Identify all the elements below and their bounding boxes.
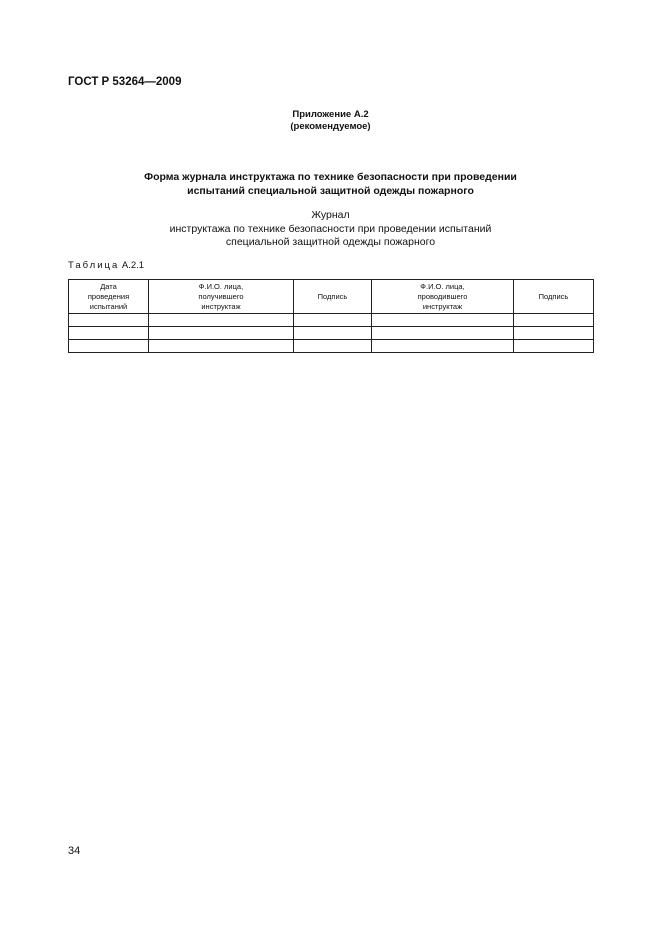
header-instructor-name: Ф.И.О. лица, проводившего инструктаж bbox=[372, 280, 514, 314]
table-cell[interactable] bbox=[69, 327, 149, 340]
journal-subtitle-line-1: инструктажа по технике безопасности при проведении испытаний bbox=[169, 222, 492, 235]
table-row bbox=[69, 340, 594, 353]
header-test-date: Дата проведения испытаний bbox=[69, 280, 149, 314]
journal-title: Журнал bbox=[311, 209, 350, 221]
table-cell[interactable] bbox=[69, 314, 149, 327]
form-title-line-1: Форма журнала инструктажа по технике безопасности при проведении bbox=[144, 171, 517, 183]
header-trainee-signature: Подпись bbox=[294, 280, 372, 314]
table-row bbox=[69, 327, 594, 340]
annex-title: Приложение А.2 bbox=[292, 109, 369, 120]
table-caption bbox=[68, 260, 144, 271]
table-cell[interactable] bbox=[514, 327, 594, 340]
annex-status: (рекомендуемое) bbox=[290, 121, 371, 132]
table-cell[interactable] bbox=[149, 340, 294, 353]
instruction-log-table bbox=[68, 279, 594, 353]
table-caption-word: Таблица bbox=[68, 260, 120, 271]
table-cell[interactable] bbox=[372, 314, 514, 327]
table-cell[interactable] bbox=[514, 340, 594, 353]
table-cell[interactable] bbox=[294, 340, 372, 353]
table-row bbox=[69, 314, 594, 327]
table-caption-number: А.2.1 bbox=[121, 260, 145, 271]
table-cell[interactable] bbox=[372, 340, 514, 353]
journal-heading bbox=[0, 209, 661, 250]
table-cell[interactable] bbox=[69, 340, 149, 353]
table-cell[interactable] bbox=[372, 327, 514, 340]
standard-designation: ГОСТ Р 53264—2009 bbox=[68, 76, 182, 88]
header-trainee-name: Ф.И.О. лица, получившего инструктаж bbox=[149, 280, 294, 314]
form-title-line-2: испытаний специальной защитной одежды пожарного bbox=[187, 185, 474, 197]
header-instructor-signature: Подпись bbox=[514, 280, 594, 314]
annex-heading bbox=[0, 109, 661, 133]
page-number: 34 bbox=[68, 845, 81, 857]
table-cell[interactable] bbox=[514, 314, 594, 327]
table-cell[interactable] bbox=[149, 314, 294, 327]
journal-subtitle-line-2: специальной защитной одежды пожарного bbox=[225, 236, 436, 248]
table-cell[interactable] bbox=[294, 314, 372, 327]
table-cell[interactable] bbox=[294, 327, 372, 340]
form-title bbox=[0, 170, 661, 198]
table-header-row bbox=[69, 280, 594, 314]
table-cell[interactable] bbox=[149, 327, 294, 340]
